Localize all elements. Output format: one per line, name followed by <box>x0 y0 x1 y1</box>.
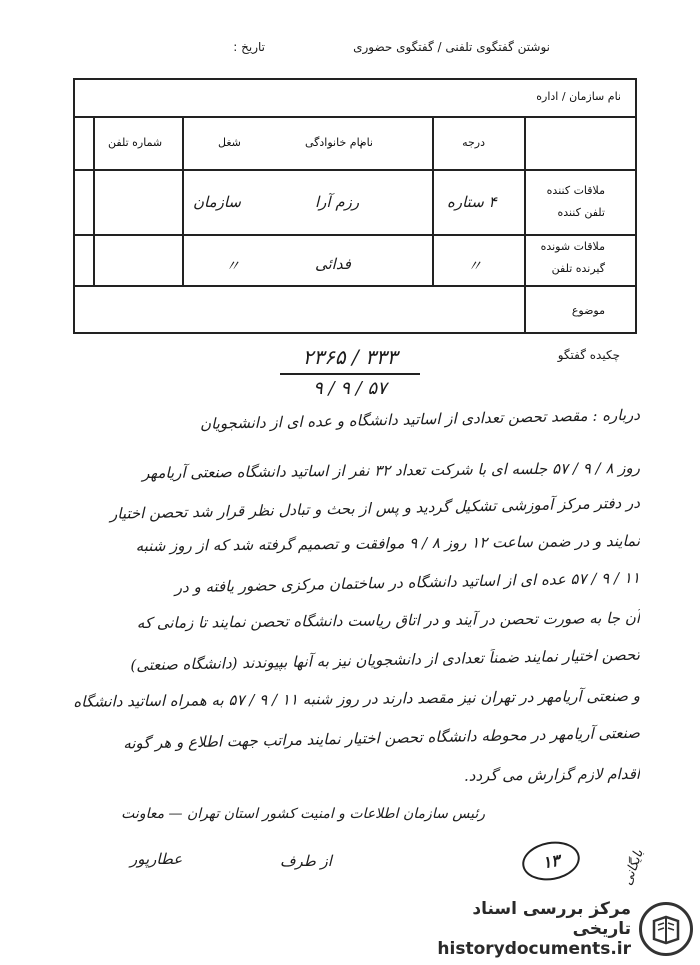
row1-label-caller: تلفن کننده <box>557 206 605 219</box>
row2-rank-value: 〃 <box>467 257 483 275</box>
row2-label-visited: ملاقات شونده <box>540 240 605 253</box>
table-rule <box>432 116 434 286</box>
form-title: نوشتن گفتگوی تلفنی / گفتگوی حضوری <box>353 40 550 54</box>
body-line: تحصن اختیار نمایند ضمناً تعدادی از دانشجویان نیز به آنها بپیوندند (دانشگاه صنعتی) <box>130 645 641 675</box>
row2-name-value: فدائی <box>315 255 351 273</box>
row1-label-visitor: ملاقات کننده <box>546 184 605 197</box>
reference-date: ۵۷ / ۹ / ۹ <box>313 378 387 399</box>
summary-label: چکیده گفتگو <box>557 348 620 362</box>
date-label: تاریخ : <box>233 40 265 54</box>
archive-watermark <box>418 900 693 958</box>
record-form-table <box>73 78 637 334</box>
table-rule <box>75 234 635 236</box>
body-line: روز ۸ / ۹ / ۵۷ جلسه ای با شرکت تعداد ۳۲ نفر از اساتید دانشگاه صنعتی آریامهر <box>142 458 641 483</box>
body-line: نمایند و در ضمن ساعت ۱۲ روز ۸ / ۹ موافقت و تصمیم گرفته شد که از روز شنبه <box>135 531 641 556</box>
table-rule <box>75 285 635 287</box>
col-job: شغل <box>218 136 241 149</box>
row1-job-value: سازمان <box>193 193 242 211</box>
watermark-url: historydocuments.ir <box>437 939 631 959</box>
closing-signature: عطارپور <box>130 850 183 868</box>
body-line: و صنعتی آریامهر در تهران نیز مقصد دارند در روز شنبه ۱۱ / ۹ / ۵۷ به همراه اساتید دانشگاه <box>73 686 641 711</box>
table-rule <box>182 116 184 286</box>
row2-label-receiver: گیرنده تلفن <box>551 262 605 275</box>
row1-name-value: رزم آرا <box>315 193 360 211</box>
col-name: نام <box>359 136 373 149</box>
body-line: در دفتر مرکز آموزشی تشکیل گردید و پس از بحث و تبادل نظر قرار شد تحصن اختیار <box>109 493 641 523</box>
body-line: آن جا به صورت تحصن در آیند و در اتاق ریاست دانشگاه تحصن نمایند تا زمانی که <box>136 608 641 633</box>
table-rule <box>524 116 526 332</box>
row1-rank-value: ۴ ستاره <box>447 193 497 211</box>
body-line: درباره : مقصد تحصن تعدادی از اساتید دانشگاه و عده ای از دانشجویان <box>199 405 641 433</box>
table-rule <box>75 116 635 118</box>
col-phone: شماره تلفن <box>108 136 163 149</box>
table-rule <box>75 169 635 171</box>
reference-number: ۳۳۳ / ۲۳۶۵ <box>302 345 398 369</box>
subject-label: موضوع <box>571 304 605 317</box>
table-rule <box>93 116 95 286</box>
watermark-title: مرکز بررسی اسناد تاریخی <box>472 899 631 939</box>
archive-logo-icon <box>639 902 693 956</box>
body-line: صنعتی آریامهر در محوطه دانشگاه تحصن اختیار نمایند مراتب جهت اطلاع و هر گونه <box>123 723 641 753</box>
org-label: نام سازمان / اداره <box>536 90 621 103</box>
col-family-visible: نام خانوادگی <box>305 136 363 149</box>
col-rank: درجه <box>462 136 485 149</box>
reference-underline <box>280 373 420 375</box>
margin-note: بایگانی <box>620 847 647 888</box>
circled-number-seal: ۱۳ <box>519 837 583 884</box>
closing-title: رئیس سازمان اطلاعات و امنیت کشور استان تهران — معاونت <box>121 806 485 822</box>
body-line: اقدام لازم گزارش می گردد. <box>463 764 641 785</box>
row2-job-value: 〃 <box>225 257 241 275</box>
closing-from: از طرف <box>280 852 332 870</box>
body-line: ۱۱ / ۹ / ۵۷ عده ای از اساتید دانشگاه در ساختمان مرکزی حضور یافته و در <box>174 568 641 597</box>
